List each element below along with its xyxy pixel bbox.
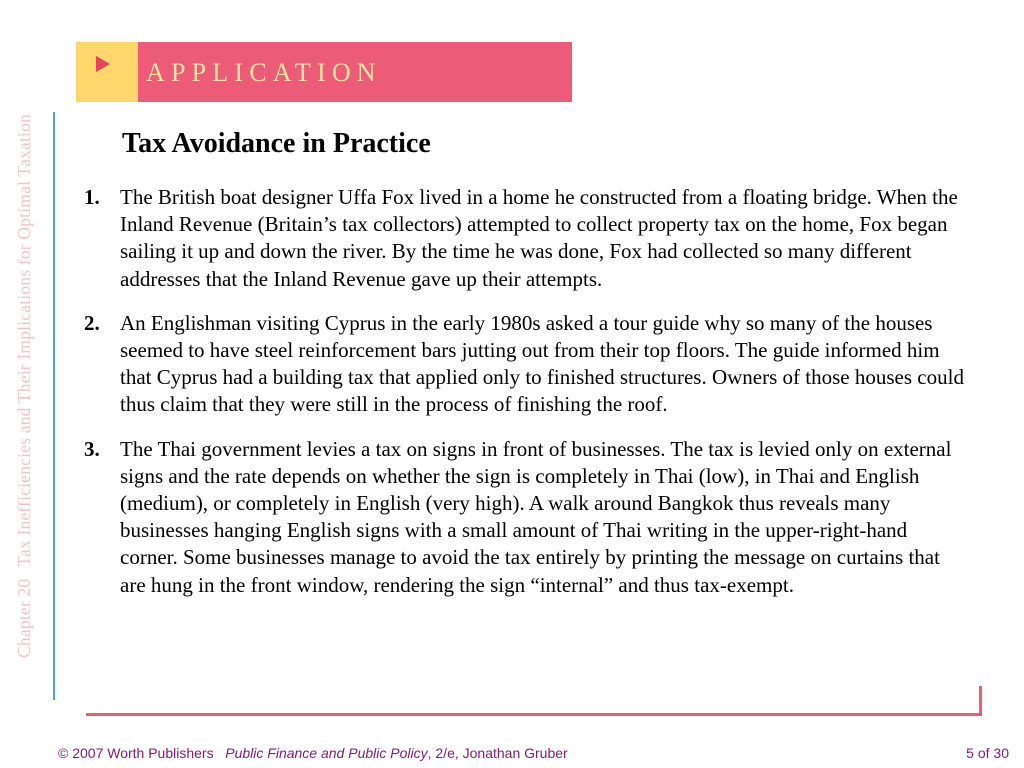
left-divider-line	[53, 112, 55, 700]
bottom-right-rule	[979, 686, 982, 716]
list-item	[84, 184, 964, 293]
footer-book-title: Public Finance and Public Policy	[225, 745, 428, 761]
list-item-number: 3.	[84, 436, 100, 461]
chapter-label: Chapter 20	[13, 578, 34, 658]
chapter-title: Tax Inefficiencies and Their Implications for Optimal Taxation	[13, 114, 34, 567]
footer-edition-author: , 2/e, Jonathan Gruber	[427, 745, 568, 761]
list-item-number: 1.	[84, 185, 100, 209]
application-banner-tab	[76, 42, 138, 102]
application-label: APPLICATION	[146, 58, 382, 87]
avoidance-examples-list	[84, 184, 964, 616]
list-item	[84, 436, 964, 599]
list-item	[84, 310, 964, 419]
page-title: Tax Avoidance in Practice	[122, 128, 431, 159]
list-item-text: The Thai government levies a tax on signs in front of businesses. The tax is levied only on external signs and the rate depends on whether the sign is completely in Thai (low), in Thai and English (medium), or completely in English (very high). A walk around Bangkok thus reveals many businesses hanging English signs with a small amount of Thai writing in the upper-right-hand corner. Some businesses manage to avoid the tax entirely by printing the message on curtains that are hung in the front window, rendering the sign “internal” and thus tax-exempt.	[120, 436, 952, 597]
triangle-right-icon	[96, 56, 110, 72]
footer-credit	[58, 745, 568, 761]
list-item-number: 2.	[84, 310, 100, 335]
side-chapter-title	[6, 24, 42, 748]
list-item-text: The British boat designer Uffa Fox lived in a home he constructed from a floating bridge. When the Inland Revenue (Britain’s tax collectors) attempted to collect property tax on the home, Fox began sailing it up and down the river. By the time he was done, Fox had collected so many different addresses that the Inland Revenue gave up their attempts.	[120, 185, 958, 291]
footer-copyright: © 2007 Worth Publishers	[58, 745, 214, 761]
list-item-text: An Englishman visiting Cyprus in the early 1980s asked a tour guide why so many of the houses seemed to have steel reinforcement bars jutting out from their top floors. The guide informed him that Cyprus had a building tax that applied only to finished structures. Owners of those houses could thus claim that they were still in the process of finishing the roof.	[120, 310, 964, 417]
bottom-rule	[86, 713, 982, 716]
page-number: 5 of 30	[966, 745, 1009, 761]
